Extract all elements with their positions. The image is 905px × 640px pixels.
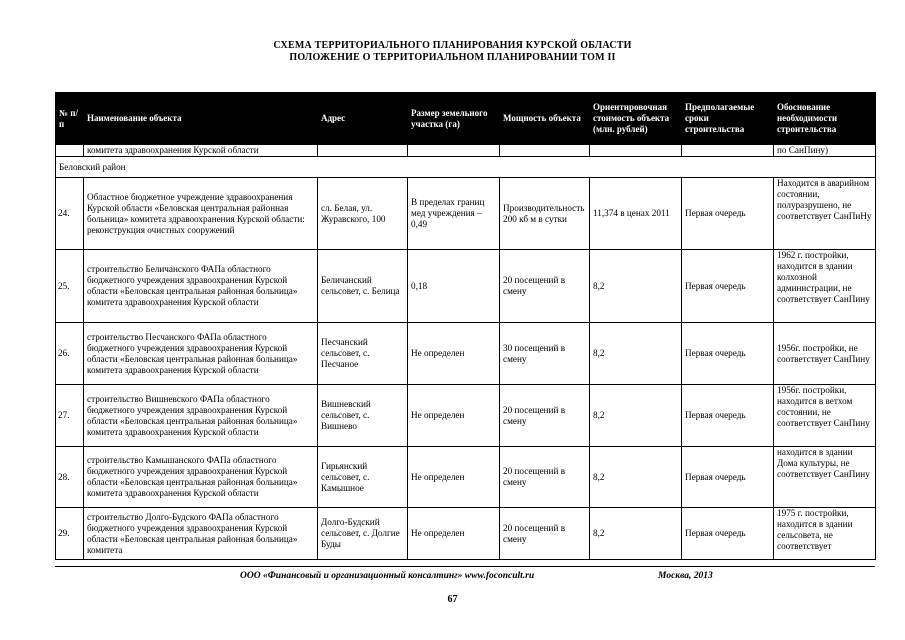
cell-justification: Находится в аварийном состоянии, полуразрушено, не соответствует СанПиНу [774,178,876,250]
cell-term: Первая очередь [682,385,774,447]
table-row-region [56,157,876,178]
cell-cost: 8,2 [590,323,682,385]
col-name-header: Наименование объекта [84,93,318,145]
footer-org: ООО «Финансовый и организационный консалтинг» www.foconcult.ru [240,571,535,581]
cell-justification: 1975 г. постройки, находится в здании сельсовета, не соответствует [774,508,876,560]
col-cost-header: Ориентировочная стоимость объекта (млн. рублей) [590,93,682,145]
cell-address: Песчанский сельсовет, с. Песчаное [318,323,408,385]
cell-capacity: 20 посещений в смену [500,250,590,323]
cell-address: Вишневский сельсовет, с. Вишнево [318,385,408,447]
objects-table [55,92,876,560]
cell-address: сл. Белая, ул. Журавского, 100 [318,178,408,250]
cell-area: Не определен [408,385,500,447]
cell-justification: 1956г. постройки, не соответствует СанПину [774,323,876,385]
cell-name: строительство Беличанского ФАПа областного бюджетного учреждения здравоохранения Курской области «Беловская центральная районная больница» комитета здравоохранения Курской области [84,250,318,323]
cell-term: Первая очередь [682,178,774,250]
cell-cost: 8,2 [590,385,682,447]
cell-capacity: 20 посещений в смену [500,385,590,447]
cell-num: 29. [56,508,84,560]
cell-capacity: Производительность 200 кб м в сутки [500,178,590,250]
cell-justification: 1956г. постройки, находится в ветхом состоянии, не соответствует СанПину [774,385,876,447]
cell-address: Гирьянский сельсовет, с. Камышное [318,447,408,508]
cell-cost: 8,2 [590,447,682,508]
cell-name: комитета здравоохранения Курской области [84,145,318,157]
document-subtitle: ПОЛОЖЕНИЕ О ТЕРРИТОРИАЛЬНОМ ПЛАНИРОВАНИИ ТОМ II [289,52,616,63]
cell-justification: 1962 г. постройки, находится в здании колхозной администрации, не соответствует СанПину [774,250,876,323]
cell-num: 27. [56,385,84,447]
table-row [56,323,876,385]
cell-term: Первая очередь [682,447,774,508]
page-number: 67 [447,594,458,605]
cell-name: строительство Вишневского ФАПа областного бюджетного учреждения здравоохранения Курской области «Беловская центральная районная больница» комитета здравоохранения Курской области [84,385,318,447]
table-row [56,447,876,508]
cell-cost: 11,374 в ценах 2011 [590,178,682,250]
cell-capacity: 20 посещений в смену [500,508,590,560]
table-row [56,385,876,447]
cell-capacity: 30 посещений в смену [500,323,590,385]
cell-area: Не определен [408,508,500,560]
cell-name: строительство Долго-Будского ФАПа областного бюджетного учреждения здравоохранения Курской области «Беловская центральная районная больница» комитета [84,508,318,560]
cell-num: 24. [56,178,84,250]
cell-area: Не определен [408,323,500,385]
cell-num: 26. [56,323,84,385]
col-justification-header: Обоснование необходимости строительства [774,93,876,145]
cell-address: Долго-Будский сельсовет, с. Долгие Буды [318,508,408,560]
table-row [56,178,876,250]
cell-justification: находится в здании Дома культуры, не соответствует СанПину [774,447,876,508]
col-area-header: Размер земельного участка (га) [408,93,500,145]
cell-area: Не определен [408,447,500,508]
cell-num: 25. [56,250,84,323]
cell-term: Первая очередь [682,508,774,560]
col-address-header: Адрес [318,93,408,145]
table-row [56,508,876,560]
table-header-row [56,93,876,145]
table-row-continuation [56,145,876,157]
cell-name: строительство Песчанского ФАПа областного бюджетного учреждения здравоохранения Курской области «Беловская центральная районная больница» комитета здравоохранения Курской области [84,323,318,385]
cell-term: Первая очередь [682,250,774,323]
footer-divider [55,566,875,567]
col-capacity-header: Мощность объекта [500,93,590,145]
cell-cost: 8,2 [590,250,682,323]
document-title: СХЕМА ТЕРРИТОРИАЛЬНОГО ПЛАНИРОВАНИЯ КУРСКОЙ ОБЛАСТИ [273,40,632,51]
region-label: Беловский район [56,157,876,178]
table-row [56,250,876,323]
cell-name: строительство Камышанского ФАПа областного бюджетного учреждения здравоохранения Курской области «Беловская центральная районная больница» комитета здравоохранения Курской области [84,447,318,508]
cell-num: 28. [56,447,84,508]
cell-justification: по СанПину) [774,145,876,157]
cell-capacity: 20 посещений в смену [500,447,590,508]
col-num-header: № п/п [56,93,84,145]
cell-term: Первая очередь [682,323,774,385]
col-term-header: Предполагаемые сроки строительства [682,93,774,145]
cell-area: В пределах границ мед учреждения – 0,49 [408,178,500,250]
cell-area: 0,18 [408,250,500,323]
cell-name: Областное бюджетное учреждение здравоохранения Курской области «Беловская центральная районная больница» комитета здравоохранения Курской области: реконструкция очистных сооружений [84,178,318,250]
footer-city: Москва, 2013 [658,571,713,581]
cell-cost: 8,2 [590,508,682,560]
cell-address: Беличанский сельсовет, с. Белица [318,250,408,323]
